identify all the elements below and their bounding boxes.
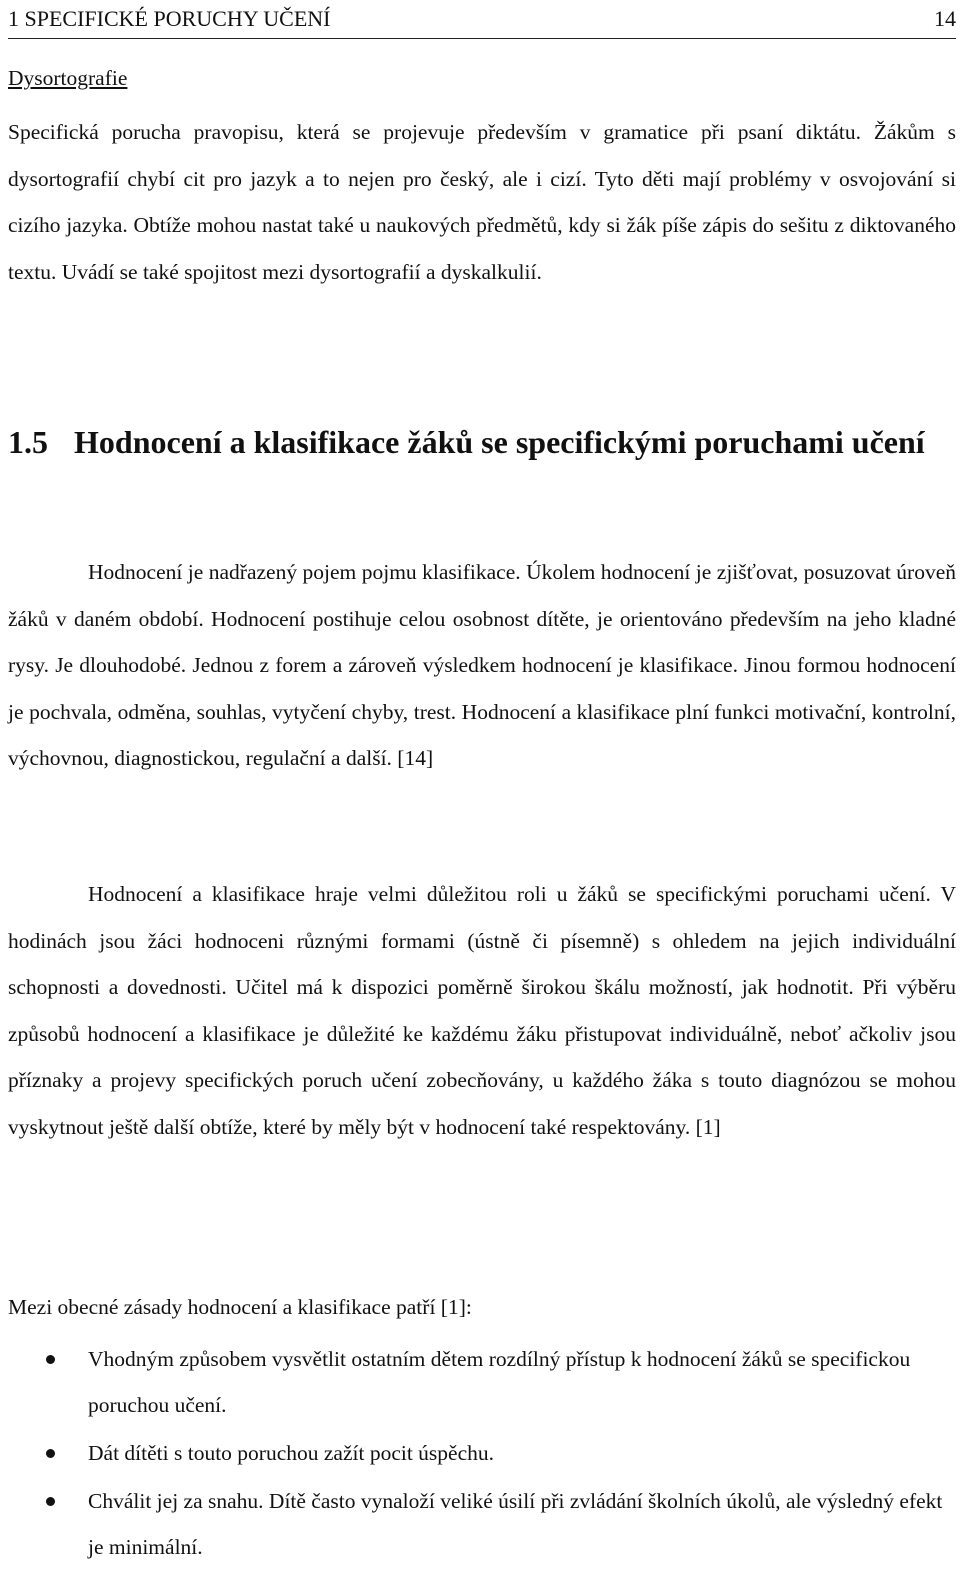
section-title: Hodnocení a klasifikace žáků se specifickými poruchami učení [74,424,925,460]
paragraph-zasady-intro: Mezi obecné zásady hodnocení a klasifikace patří [1]: [8,1295,472,1319]
list-item-text: Dát dítěti s touto poruchou zažít pocit úspěchu. [88,1441,495,1465]
paragraph-role: Hodnocení a klasifikace hraje velmi důležitou roli u žáků se specifickými poruchami učení. V hodinách jsou žáci hodnoceni různými formami (ústně či písemně) s ohledem na jejich individuální schopnosti a dovednosti. Učitel má k dispozici poměrně širokou škálu možností, jak hodnotit. Při výběru způsobů hodnocení a klasifikace je důležité ke každému žáku přistupovat individuálně, neboť ačkoliv jsou příznaky a projevy specifických poruch učení zobecňovány, u každého žáka s touto diagnózou se mohou vyskytnout ještě další obtíže, které by měly být v hodnocení také respektovány. [1] [8,882,956,1139]
list-item [8,1336,956,1428]
page-number: 14 [934,6,956,31]
document-page [8,0,956,1559]
bullet-icon [46,1497,55,1506]
list-item-text: Chválit jej za snahu. Dítě často vynaloží veliké úsilí při zvládání školních úkolů, ale výsledný efekt je minimální. [88,1489,943,1559]
section-number: 1.5 [8,424,48,460]
paragraph-dysortografie: Specifická porucha pravopisu, která se projevuje především v gramatice při psaní diktátu. Žákům s dysortografií chybí cit pro jazyk a to nejen pro český, ale i cizí. Tyto děti mají problémy v osvojování si cizího jazyka. Obtíže mohou nastat také u naukových předmětů, kdy si žák píše zápis do sešitu z diktovaného textu. Uvádí se také spojitost mezi dysortografií a dyskalkulií. [8,120,956,284]
bullet-icon [46,1355,55,1364]
list-item-text: Vhodným způsobem vysvětlit ostatním dětem rozdílný přístup k hodnocení žáků se specifickou poruchou učení. [88,1347,911,1417]
subheading-dysortografie: Dysortografie [8,66,128,90]
running-header [8,0,956,39]
chapter-title: 1 SPECIFICKÉ PORUCHY UČENÍ [8,6,331,31]
principles-list [8,1336,956,1572]
paragraph-hodnoceni: Hodnocení je nadřazený pojem pojmu klasifikace. Úkolem hodnocení je zjišťovat, posuzovat úroveň žáků v daném období. Hodnocení postihuje celou osobnost dítěte, je orientováno především na jeho kladné rysy. Je dlouhodobé. Jednou z forem a zároveň výsledkem hodnocení je klasifikace. Jinou formou hodnocení je pochvala, odměna, souhlas, vytyčení chyby, trest. Hodnocení a klasifikace plní funkci motivační, kontrolní, výchovnou, diagnostickou, regulační a další. [14] [8,560,956,770]
section-heading [8,420,956,464]
bullet-icon [46,1449,55,1458]
list-item [8,1478,956,1570]
list-item [8,1430,956,1476]
